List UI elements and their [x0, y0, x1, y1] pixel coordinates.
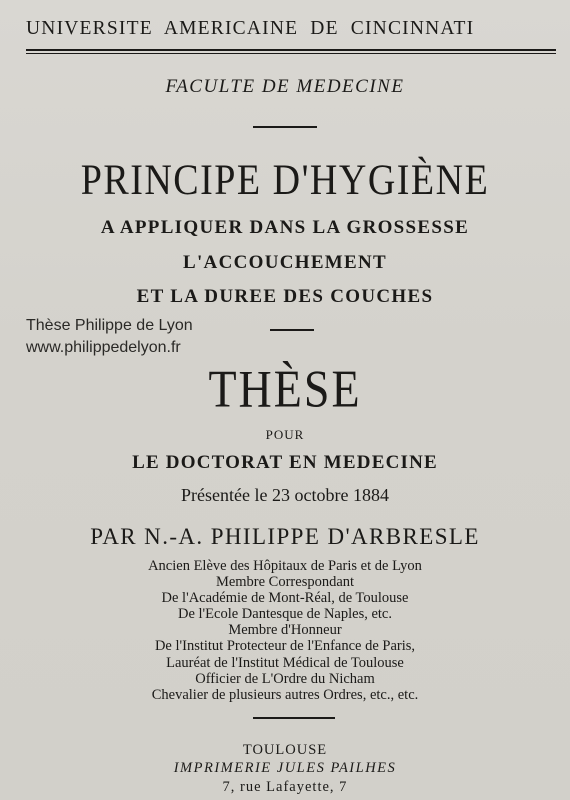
thesis-pour: POUR: [265, 427, 305, 442]
credential-line: Chevalier de plusieurs autres Ordres, etc., etc.: [151, 687, 419, 703]
credential-line: Membre Correspondant: [215, 574, 355, 590]
subtitle-line-1: A APPLIQUER DANS LA GROSSESSE: [100, 217, 470, 238]
credential-line: De l'Ecole Dantesque de Naples, etc.: [178, 606, 392, 622]
faculty-name: FACULTE DE MEDECINE: [165, 76, 405, 97]
credential-line: De l'Institut Protecteur de l'Enfance de Paris,: [154, 638, 416, 654]
thesis-date: Présentée le 23 octobre 1884: [181, 485, 389, 505]
divider-short: [270, 329, 314, 331]
author-byline: PAR N.-A. PHILIPPE D'ARBRESLE: [90, 524, 480, 549]
divider-short: [253, 126, 317, 128]
watermark-url: www.philippedelyon.fr: [26, 339, 181, 356]
subtitle-line-2: L'ACCOUCHEMENT: [183, 252, 387, 273]
university-name: UNIVERSITE AMERICAINE DE CINCINNATI: [26, 18, 475, 39]
header-rule-thin: [26, 53, 556, 54]
credential-line: Membre d'Honneur: [228, 622, 342, 638]
subtitle-line-3: ET LA DUREE DES COUCHES: [136, 286, 434, 307]
header-rule: [26, 49, 556, 51]
printer-name: IMPRIMERIE JULES PAILHES: [173, 760, 397, 776]
credential-line: Officier de L'Ordre du Nicham: [195, 671, 375, 687]
credential-line: Ancien Elève des Hôpitaux de Paris et de Lyon: [148, 558, 422, 574]
printer-city: TOULOUSE: [242, 742, 328, 758]
watermark-title: Thèse Philippe de Lyon: [26, 317, 193, 334]
main-title: PRINCIPE D'HYGIÈNE: [80, 156, 490, 205]
credential-line: De l'Académie de Mont-Réal, de Toulouse: [161, 590, 409, 606]
thesis-heading: THÈSE: [208, 359, 362, 418]
thesis-degree: LE DOCTORAT EN MEDECINE: [132, 452, 438, 473]
footer-rule: [253, 717, 335, 719]
credential-line: Lauréat de l'Institut Médical de Toulouse: [166, 655, 404, 671]
printer-address: 7, rue Lafayette, 7: [222, 779, 348, 795]
